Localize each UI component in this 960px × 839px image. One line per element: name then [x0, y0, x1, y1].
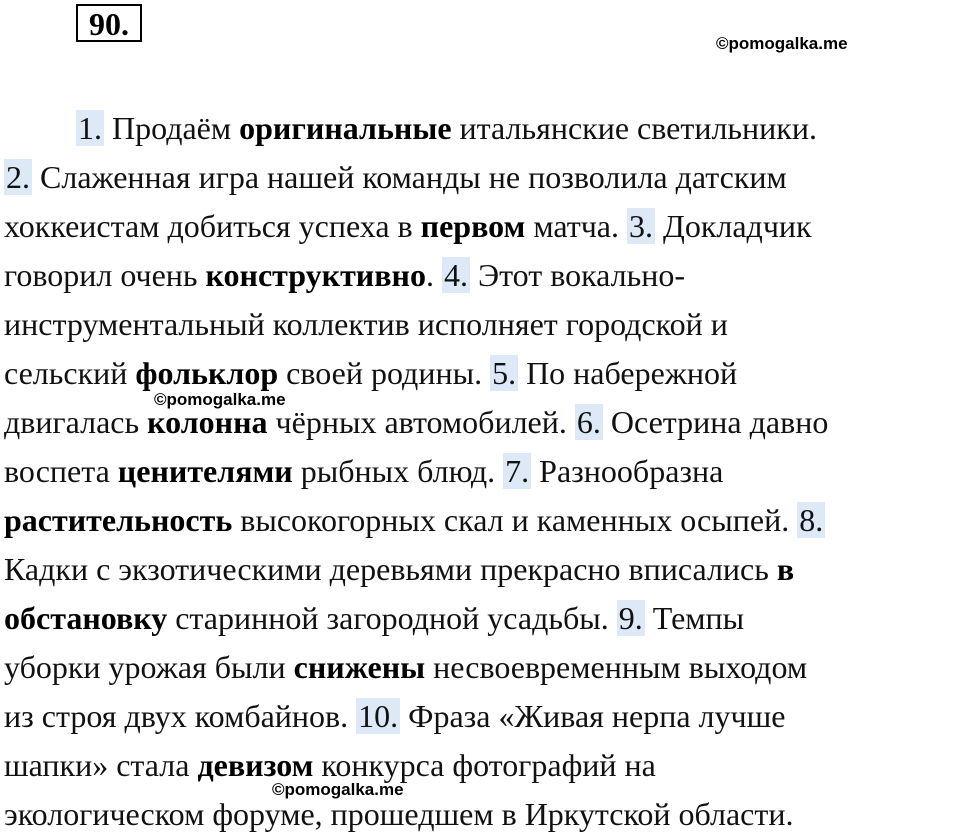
text-line: [4, 104, 956, 153]
sentence-number: 3.: [629, 208, 653, 244]
text-segment: шапки» стала: [4, 747, 198, 783]
text-line: [4, 692, 956, 741]
highlighted-word: обстановку: [4, 600, 168, 636]
sentence-number: 7.: [505, 453, 530, 489]
text-segment: воспета: [4, 453, 118, 489]
text-segment: Слаженная игра нашей команды не позволила датским: [32, 159, 787, 195]
highlighted-word: девизом: [197, 747, 314, 783]
text-line: [4, 496, 956, 545]
text-segment: итальянские светильники.: [451, 110, 817, 146]
highlighted-word: первом: [420, 208, 526, 244]
text-line: [4, 300, 956, 349]
text-segment: уборки урожая были: [4, 649, 294, 685]
text-line: [4, 643, 956, 692]
text-segment: Этот вокально-: [469, 257, 685, 293]
text-segment: конкурса фотографий на: [313, 747, 656, 783]
text-segment: .: [425, 257, 442, 293]
text-segment: Осетрина давно: [602, 404, 829, 440]
text-line: [4, 545, 956, 594]
text-segment: высокогорных скал и каменных осыпей.: [232, 502, 798, 538]
text-line: [4, 447, 956, 496]
text-segment: Фраза «Живая нерпа лучше: [400, 698, 786, 734]
text-segment: экологическом форуме, прошедшем в Иркутской области.: [4, 796, 794, 832]
sentence-number: 2.: [6, 159, 30, 195]
text-segment: Разнообразна: [531, 453, 724, 489]
highlighted-word: снижены: [293, 649, 426, 685]
text-line: [4, 349, 956, 398]
sentence-number: 5.: [492, 355, 517, 391]
text-line: [4, 741, 956, 790]
text-segment: По набережной: [518, 355, 738, 391]
text-segment: Продаём: [104, 110, 240, 146]
text-segment: чёрных автомобилей.: [267, 404, 575, 440]
text-segment: хоккеистам добиться успеха в: [4, 208, 421, 244]
text-segment: сельский: [4, 355, 136, 391]
text-segment: старинной загородной усадьбы.: [167, 600, 617, 636]
watermark: ©pomogalka.me: [154, 390, 286, 409]
text-segment: несвоевременным выходом: [425, 649, 808, 685]
watermark: ©pomogalka.me: [272, 780, 404, 799]
text-line: [4, 202, 956, 251]
sentence-number: 10.: [358, 698, 399, 734]
text-line: [4, 790, 956, 839]
sentence-number: 1.: [78, 110, 102, 146]
highlighted-word: в: [776, 551, 795, 587]
text-segment: Докладчик: [655, 208, 812, 244]
sentence-number: 8.: [799, 502, 824, 538]
highlighted-word: колонна: [147, 404, 268, 440]
highlighted-word: оригинальные: [239, 110, 452, 146]
text-segment: Темпы: [644, 600, 745, 636]
text-segment: из строя двух комбайнов.: [4, 698, 357, 734]
highlighted-word: конструктивно: [205, 257, 426, 293]
sentence-number: 6.: [576, 404, 601, 440]
exercise-number: 90.: [76, 4, 142, 42]
text-segment: матча.: [525, 208, 627, 244]
text-segment: рыбных блюд.: [292, 453, 504, 489]
text-line: [4, 594, 956, 643]
sentence-number: 9.: [618, 600, 643, 636]
text-line: [4, 153, 956, 202]
text-segment: инструментальный коллектив исполняет городской и: [4, 306, 728, 342]
exercise-text: [4, 104, 956, 839]
highlighted-word: фольклор: [135, 355, 279, 391]
text-segment: говорил очень: [4, 257, 206, 293]
watermark: ©pomogalka.me: [716, 34, 848, 53]
text-line: [4, 251, 956, 300]
text-segment: своей родины.: [278, 355, 491, 391]
text-segment: двигалась: [4, 404, 148, 440]
text-segment: Кадки с экзотическими деревьями прекрасно вписались: [4, 551, 777, 587]
text-line: [4, 398, 956, 447]
highlighted-word: ценителями: [117, 453, 293, 489]
sentence-number: 4.: [443, 257, 468, 293]
highlighted-word: растительность: [4, 502, 233, 538]
